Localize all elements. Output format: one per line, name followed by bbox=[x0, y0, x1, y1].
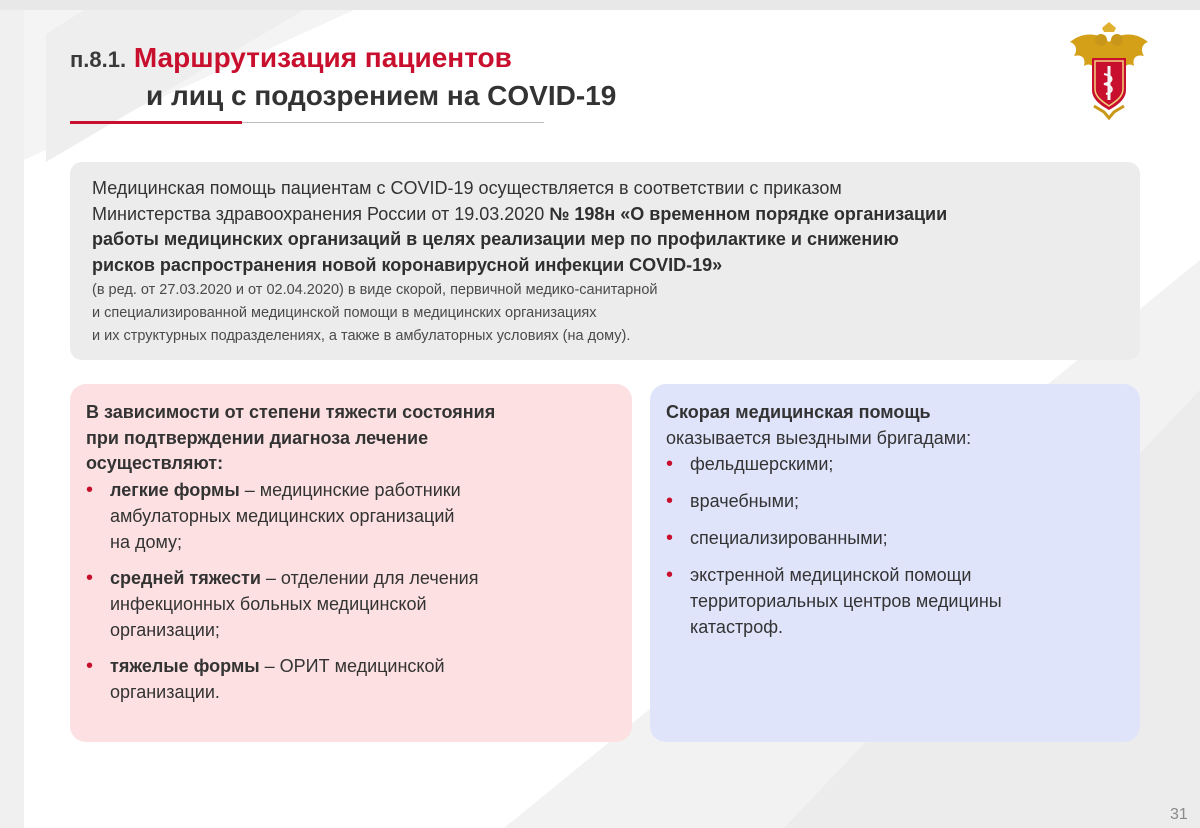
title-underline-red bbox=[70, 121, 242, 124]
ambulance-card-subheading: оказывается выездными бригадами: bbox=[666, 427, 972, 448]
russian-coat-of-arms-icon bbox=[1064, 20, 1154, 120]
list-item: • врачебными; bbox=[666, 490, 799, 512]
treatment-severity-card bbox=[70, 384, 632, 742]
bullet-icon: • bbox=[86, 566, 94, 589]
slide bbox=[24, 10, 1200, 828]
bullet-icon: • bbox=[666, 490, 674, 512]
bullet-icon: • bbox=[666, 564, 674, 586]
slide-title bbox=[70, 40, 616, 114]
list-item: • легкие формы – медицинские работники амбулаторных медицинских организаций на дому; bbox=[86, 478, 461, 552]
bullet-icon: • bbox=[86, 478, 94, 501]
bullet-icon: • bbox=[666, 453, 674, 475]
ambulance-card-heading: Скорая медицинская помощь bbox=[666, 402, 931, 422]
title-line-2: и лиц с подозрением на COVID-19 bbox=[146, 80, 617, 111]
severity-list bbox=[86, 477, 616, 705]
intro-note: (в ред. от 27.03.2020 и от 02.04.2020) в виде скорой, первичной медико-санитарной и специализированной медицинской помощи в медицинских организациях и их структурных подразделениях, а также в амбулаторных условиях (на дому). bbox=[92, 282, 658, 344]
title-number: п.8.1. bbox=[70, 47, 127, 72]
intro-main-text: Медицинская помощь пациентам с COVID-19 осуществляется в соответствии с приказом Министерства здравоохранения России от 19.03.2020 № 198н «О временном порядке организации работы медицинских организаций в целях реализации мер по профилактике и снижению рисков распространения новой коронавирусной инфекции COVID-19» bbox=[92, 178, 948, 275]
page-number: 31 bbox=[1170, 806, 1188, 823]
order-reference: № 198н «О временном порядке организации bbox=[549, 203, 948, 224]
list-item: • фельдшерскими; bbox=[666, 453, 834, 475]
bullet-icon: • bbox=[86, 654, 94, 677]
title-underline-grey bbox=[242, 122, 544, 123]
list-item: • специализированными; bbox=[666, 527, 888, 549]
brigade-list bbox=[666, 451, 1124, 640]
title-line-1: Маршрутизация пациентов bbox=[133, 42, 512, 73]
list-item: • экстренной медицинской помощи территориальных центров медицины катастроф. bbox=[666, 564, 1002, 637]
treatment-card-heading: В зависимости от степени тяжести состояния при подтверждении диагноза лечение осуществляют: bbox=[86, 402, 496, 473]
list-item: • средней тяжести – отделении для лечения инфекционных больных медицинской организации; bbox=[86, 566, 479, 640]
list-item: • тяжелые формы – ОРИТ медицинской организации. bbox=[86, 654, 445, 702]
bullet-icon: • bbox=[666, 527, 674, 549]
top-strip bbox=[0, 0, 1200, 10]
intro-box bbox=[70, 162, 1140, 360]
ambulance-card bbox=[650, 384, 1140, 742]
